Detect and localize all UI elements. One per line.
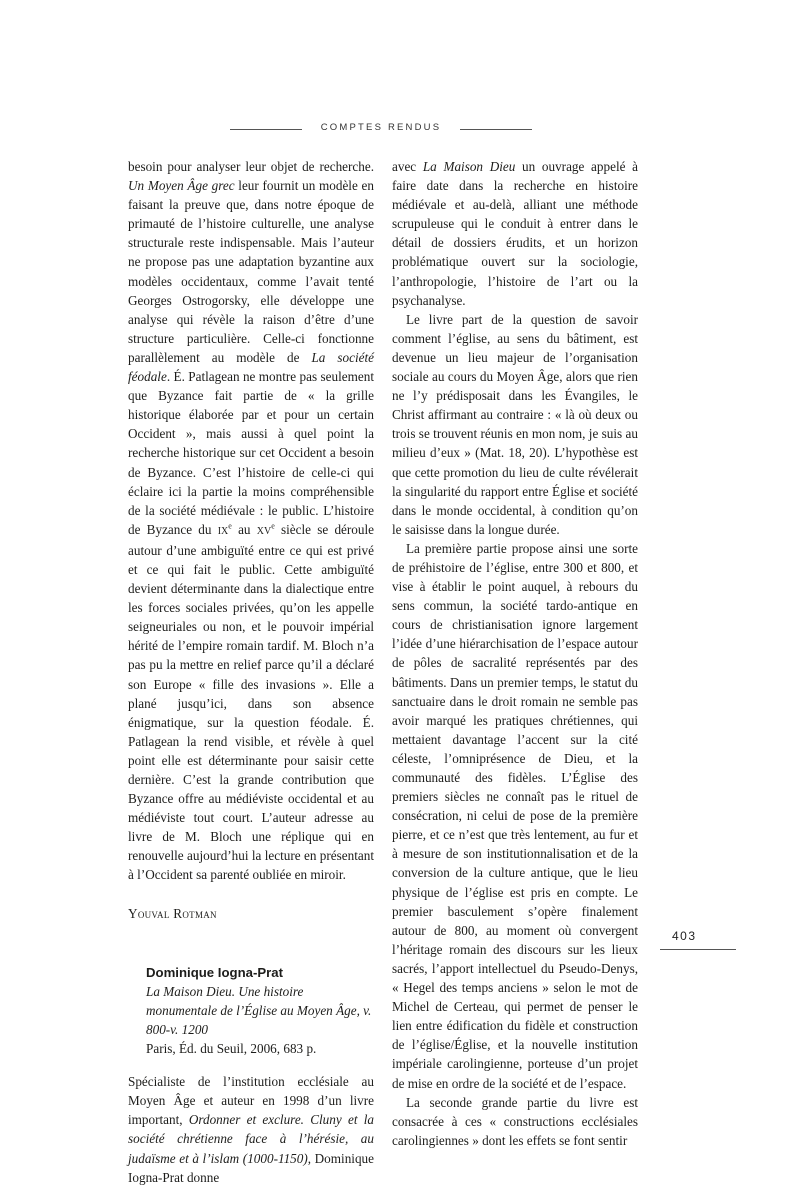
text-run: XV	[256, 525, 272, 537]
text-run: , Dominique Iogna-Prat donne	[128, 1150, 374, 1185]
text-run: La société féodale	[128, 349, 375, 385]
text-run: un ouvrage appelé à faire date dans la recherche en histoire médiévale et au-delà, alliant une méthode scrupuleuse qui le conduit à entrer dans le détail de dossiers érudits, et un horizon problématique ouvert sur la sociologie, l’anthropologie, l’histoire de l’art ou la psychanalyse.	[392, 159, 639, 308]
page-number-block	[660, 929, 736, 951]
page-number-rule	[660, 949, 736, 950]
book-publication: Paris, Éd. du Seuil, 2006, 683 p.	[146, 1041, 317, 1057]
paragraph	[128, 1072, 374, 1187]
running-header	[230, 122, 532, 136]
text-run: e	[271, 521, 275, 531]
text-run: leur fournit un modèle en faisant la preuve que, dans notre époque de primauté de l’histoire culturelle, une analyse structurale reste indispensable. Mais l’auteur ne propose pas une adaptation byzantine aux modèles occidentaux, comme l’avait tenté Georges Ostrogorsky, elle développe une analyse qui révèle la raison d’être d’une structure particulière. Celle-ci fonctionne parallèlement au modèle de	[128, 178, 374, 365]
paragraph: La seconde grande partie du livre est consacrée à ces « constructions ecclésiales carolingiennes » dont les effets se font sentir	[392, 1094, 638, 1148]
text-run: Spécialiste de l’institution ecclésiale au Moyen Âge et auteur en 1998 d’un livre important,	[128, 1074, 374, 1128]
review-author: Dominique Iogna-Prat	[146, 964, 284, 980]
page-number: 403	[672, 929, 697, 943]
text-run: . É. Patlagean ne montre pas seulement que Byzance fait partie de « la grille historique élaborée par et pour un certain Occident », mais aussi à quel point la recherche historique sur cet Occident a besoin de Byzance. C’est l’histoire de celle-ci qui éclaire ici la partie la moins compréhensible de la société médiévale : le public. L’histoire de Byzance du	[128, 369, 374, 537]
section-title: COMPTES RENDUS	[320, 122, 442, 133]
text-run: IX	[217, 525, 229, 537]
right-column	[392, 157, 638, 1150]
text-run: avec	[392, 159, 423, 174]
text-run: Ordonner et exclure. Cluny et la société chrétienne face à l’hérésie, au judaïsme et à l’islam (1000-1150)	[128, 1112, 374, 1166]
review-reference	[128, 963, 374, 1058]
book-reference	[128, 982, 374, 1058]
paragraph	[392, 157, 638, 310]
header-rule-right	[460, 129, 532, 130]
text-run: La Maison Dieu	[422, 159, 516, 174]
book-title: La Maison Dieu. Une histoire monumentale de l’Église au Moyen Âge, v. 800-v. 1200	[146, 983, 372, 1037]
text-run: siècle se déroule autour d’une ambiguïté entre ce qui est privé et ce qui fait le public. Cette ambiguïté devient déterminante dans la dialectique entre les forces sociales privées, qu’on les appelle seigneuriales ou non, et le pouvoir impérial hérité de l’empire romain tardif. M. Bloch n’a pas pu la mettre en relief parce qu’il a déclaré son Europe « fille des invasions ». Elle a plané jusqu’ici, dans son absence énigmatique, sur la question féodale. É. Patlagean la rend visible, et révèle à quel point elle est déterminante pour saisir cette dernière. C’est la grande contribution que Byzance offre au médiéviste occidental et au médiéviste tout court. L’auteur adresse au livre de M. Bloch une réplique qui en renouvelle aujourd’hui la lecture en présentant à l’Occident sa parenté oubliée en miroir.	[128, 521, 374, 883]
paragraph: Le livre part de la question de savoir comment l’église, au sens du bâtiment, est devenue un lieu majeur de l’organisation sociale au cours du Moyen Âge, alors que rien ne l’y prédisposait dans les Évangiles, le Christ affirmant au contraire : « là où deux ou trois se trouvent réunis en mon nom, je suis au milieu d’eux » (Mat. 18, 20). L’hypothèse est que cette promotion du lieu de culte révélerait la singularité du rapport entre Église et société dans le monde occidental, à condition qu’on le saisisse dans la longue durée.	[392, 311, 638, 537]
paragraph	[128, 157, 374, 885]
text-run: e	[228, 521, 232, 531]
text-run: besoin pour analyser leur objet de recherche.	[128, 159, 374, 174]
review-signature: Youval Rotman	[128, 905, 217, 921]
left-column	[128, 157, 374, 1187]
text-run: Un Moyen Âge grec	[128, 178, 235, 194]
paragraph: La première partie propose ainsi une sorte de préhistoire de l’église, entre 300 et 800, et vise à établir le point auquel, à rebours du sens commun, la société tardo-antique en cours de christianisation ignore largement l’idée d’une hiérarchisation de l’espace autour de pôles de sacralité représentés par des bâtiments. Dans un premier temps, le statut du sanctuaire dans le droit romain ne semble pas avoir marqué les pratiques chrétiennes, qui mettaient davantage l’accent sur la cité céleste, l’omniprésence de Dieu, et la communauté des fidèles. L’Église des premiers siècles ne connaît pas le rituel de consécration, ni celui de pose de la première pierre, et ce n’est que très lentement, au fur et à mesure de son institutionnalisation et de la conversion de la culture antique, que le lieu physique de l’église est pris en compte. Le premier basculement s’opère finalement autour de 800, au moment où convergent l’héritage romain des discours sur les lieux sacrés, l’apport intellectuel du Pseudo-Denys, « Hegel des temps anciens » selon le mot de Michel de Certeau, qui permet de penser le lien entre édification du fidèle et construction de l’église/Église, et la nouvelle institution impériale carolingienne, porteuse d’un projet de mise en ordre de la société et de l’espace.	[392, 540, 638, 1091]
text-run: au	[231, 521, 257, 537]
